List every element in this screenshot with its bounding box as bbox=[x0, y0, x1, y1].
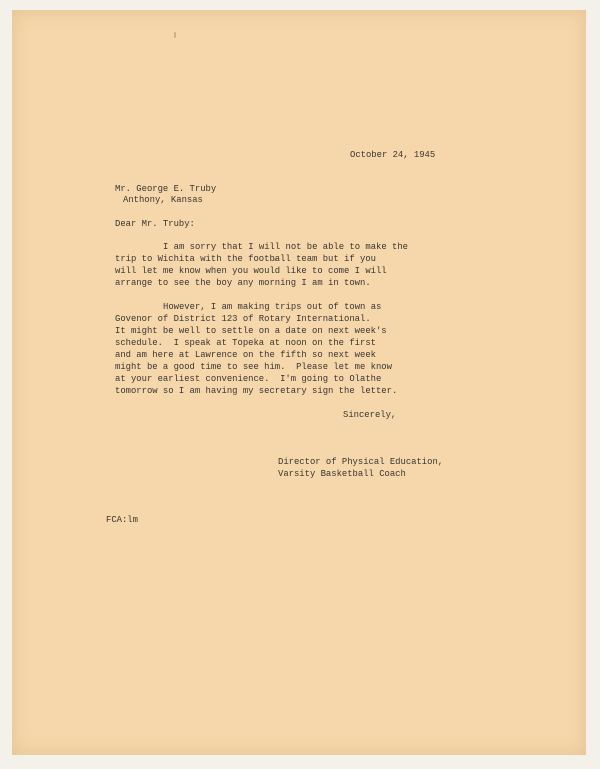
paragraph-line: might be a good time to see him. Please let me know bbox=[115, 362, 392, 372]
paper-mark bbox=[174, 32, 176, 38]
paragraph-line: will let me know when you would like to come I will bbox=[115, 266, 387, 276]
recipient-name: Mr. George E. Truby bbox=[115, 184, 217, 194]
signature-title-line: Varsity Basketball Coach bbox=[278, 469, 406, 479]
paragraph-line: Govenor of District 123 of Rotary International. bbox=[115, 314, 371, 324]
signature-title-line: Director of Physical Education, bbox=[278, 457, 444, 467]
letter-date: October 24, 1945 bbox=[350, 150, 436, 160]
paragraph-line: tomorrow so I am having my secretary sign the letter. bbox=[115, 386, 398, 396]
salutation: Dear Mr. Truby: bbox=[115, 219, 195, 229]
paragraph-line: trip to Wichita with the football team but if you bbox=[115, 254, 376, 264]
letter-page bbox=[12, 10, 586, 755]
paragraph-line: and am here at Lawrence on the fifth so next week bbox=[115, 350, 376, 360]
paragraph-line: schedule. I speak at Topeka at noon on the first bbox=[115, 338, 376, 348]
paragraph-line: arrange to see the boy any morning I am in town. bbox=[115, 278, 371, 288]
paragraph-line: It might be well to settle on a date on next week's bbox=[115, 326, 387, 336]
paragraph-line: at your earliest convenience. I'm going to Olathe bbox=[115, 374, 382, 384]
paragraph-line: I am sorry that I will not be able to make the bbox=[163, 242, 408, 252]
typist-initials: FCA:lm bbox=[106, 515, 138, 525]
closing: Sincerely, bbox=[343, 410, 397, 420]
recipient-location: Anthony, Kansas bbox=[123, 195, 203, 205]
paragraph-line: However, I am making trips out of town as bbox=[163, 302, 382, 312]
